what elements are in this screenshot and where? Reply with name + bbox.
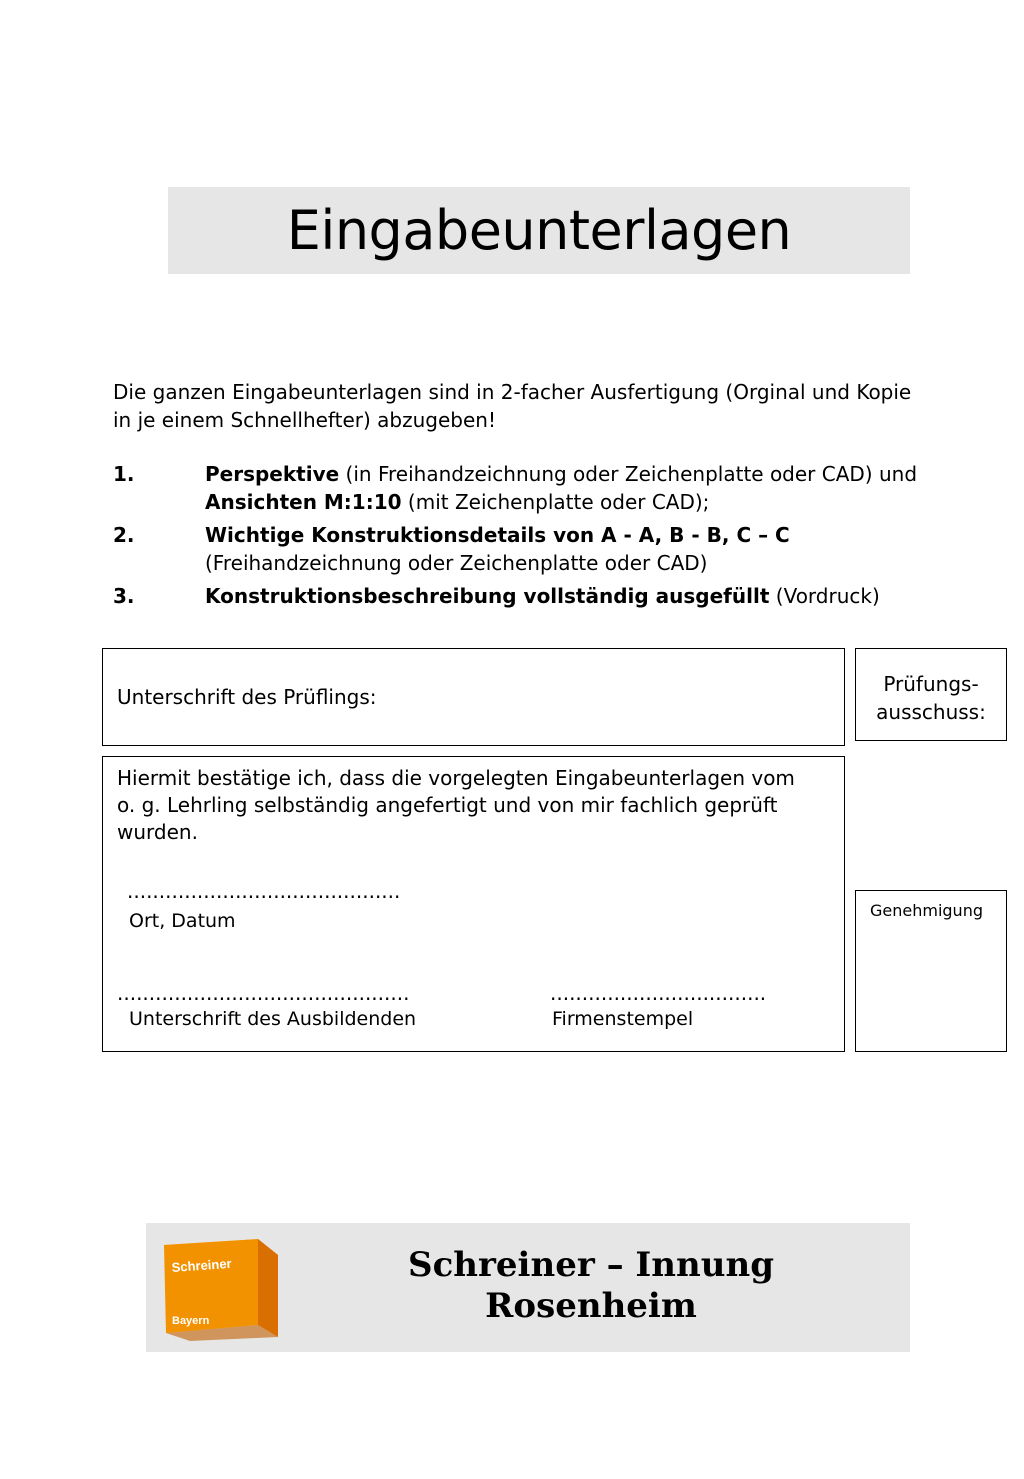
signature-box[interactable] — [102, 648, 845, 746]
trainer-signature-caption: Unterschrift des Ausbildenden — [129, 1008, 417, 1030]
footer-line2: Rosenheim — [485, 1286, 697, 1326]
approval-label: Genehmigung — [870, 901, 983, 920]
list-number: 1. — [113, 462, 135, 486]
list-bold: Perspektive — [205, 462, 340, 486]
schreiner-bayern-logo — [160, 1233, 282, 1343]
stamp-dots[interactable]: .................................. — [550, 981, 767, 1005]
confirmation-box — [102, 756, 845, 1052]
list-item — [113, 582, 943, 610]
list-text: (in Freihandzeichnung oder Zeichenplatte oder CAD) und — [339, 462, 918, 486]
list-text: (mit Zeichenplatte oder CAD); — [401, 490, 710, 514]
stamp-caption: Firmenstempel — [552, 1008, 694, 1030]
list-text: (Freihandzeichnung oder Zeichenplatte oder CAD) — [205, 551, 708, 575]
pa-line1: Prüfungs- — [883, 672, 979, 696]
intro-text: Die ganzen Eingabeunterlagen sind in 2-facher Ausfertigung (Orginal und Kopie in je einem Schnellhefter) abzugeben! — [113, 380, 912, 432]
list-item — [113, 521, 943, 577]
list-bold: Konstruktionsbeschreibung vollständig ausgefüllt — [205, 584, 770, 608]
footer-band — [146, 1223, 910, 1352]
list-bold: Ansichten M:1:10 — [205, 490, 402, 514]
footer-line1: Schreiner – Innung — [408, 1245, 774, 1285]
signature-label: Unterschrift des Prüflings: — [117, 685, 377, 709]
list-item — [113, 460, 943, 516]
list-number: 2. — [113, 523, 135, 547]
list-bold: Wichtige Konstruktionsdetails von A - A, B - B, C – C — [205, 523, 790, 547]
pa-line2: ausschuss: — [876, 700, 986, 724]
footer-title — [346, 1245, 836, 1327]
approval-box — [855, 890, 1007, 1052]
trainer-signature-dots[interactable]: .............................................. — [117, 981, 410, 1005]
place-date-dots[interactable]: ........................................... — [127, 879, 401, 903]
page-title: Eingabeunterlagen — [286, 199, 792, 262]
logo-text-top: Schreiner — [171, 1255, 233, 1275]
place-date-caption: Ort, Datum — [129, 910, 236, 932]
confirmation-text: Hiermit bestätige ich, dass die vorgelegten Eingabeunterlagen vom o. g. Lehrling selbständig angefertigt und von mir fachlich geprüft wurden. — [117, 766, 795, 844]
list-text: (Vordruck) — [769, 584, 880, 608]
logo-text-bottom: Bayern — [172, 1315, 210, 1327]
logo-side-face — [258, 1239, 278, 1337]
list-number: 3. — [113, 584, 135, 608]
pruefungsausschuss-box — [855, 648, 1007, 741]
title-band — [168, 187, 910, 274]
requirements-list — [113, 460, 943, 615]
